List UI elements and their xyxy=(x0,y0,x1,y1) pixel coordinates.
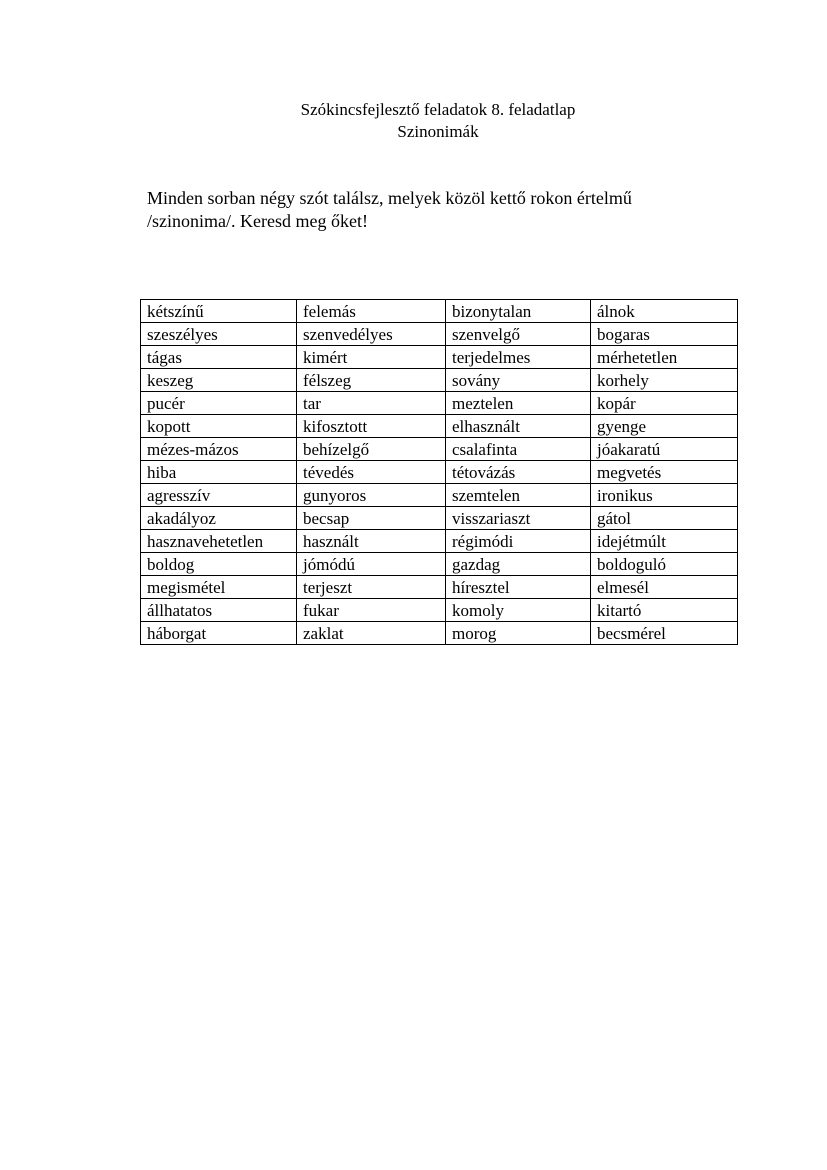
word-cell: tágas xyxy=(141,346,297,369)
word-cell: megismétel xyxy=(141,576,297,599)
instructions xyxy=(147,187,707,233)
word-cell: elmesél xyxy=(591,576,738,599)
word-cell: elhasznált xyxy=(446,415,591,438)
word-cell: ironikus xyxy=(591,484,738,507)
word-cell: régimódi xyxy=(446,530,591,553)
worksheet-subtitle: Szinonimák xyxy=(397,122,479,141)
word-cell: behízelgő xyxy=(297,438,446,461)
word-cell: sovány xyxy=(446,369,591,392)
word-cell: kopott xyxy=(141,415,297,438)
word-cell: terjedelmes xyxy=(446,346,591,369)
word-cell: gátol xyxy=(591,507,738,530)
word-cell: szenvedélyes xyxy=(297,323,446,346)
table-row xyxy=(141,576,738,599)
table-row xyxy=(141,415,738,438)
table-row xyxy=(141,622,738,645)
word-cell: bogaras xyxy=(591,323,738,346)
table-row xyxy=(141,300,738,323)
word-cell: gazdag xyxy=(446,553,591,576)
synonym-table xyxy=(140,299,738,645)
word-cell: gunyoros xyxy=(297,484,446,507)
table-row xyxy=(141,323,738,346)
word-cell: agresszív xyxy=(141,484,297,507)
table-row xyxy=(141,369,738,392)
table-row xyxy=(141,599,738,622)
word-cell: álnok xyxy=(591,300,738,323)
worksheet-title: Szókincsfejlesztő feladatok 8. feladatlap xyxy=(300,100,576,119)
word-cell: megvetés xyxy=(591,461,738,484)
word-cell: meztelen xyxy=(446,392,591,415)
word-cell: becsmérel xyxy=(591,622,738,645)
word-cell: jóakaratú xyxy=(591,438,738,461)
word-cell: komoly xyxy=(446,599,591,622)
table-row xyxy=(141,438,738,461)
table-row xyxy=(141,346,738,369)
word-cell: pucér xyxy=(141,392,297,415)
word-cell: terjeszt xyxy=(297,576,446,599)
word-cell: tétovázás xyxy=(446,461,591,484)
table-row xyxy=(141,461,738,484)
synonym-table-body xyxy=(141,300,738,645)
word-cell: kopár xyxy=(591,392,738,415)
table-row xyxy=(141,392,738,415)
table-row xyxy=(141,553,738,576)
word-cell: szeszélyes xyxy=(141,323,297,346)
word-cell: hiba xyxy=(141,461,297,484)
word-cell: háborgat xyxy=(141,622,297,645)
word-cell: gyenge xyxy=(591,415,738,438)
word-cell: csalafinta xyxy=(446,438,591,461)
word-cell: félszeg xyxy=(297,369,446,392)
word-cell: morog xyxy=(446,622,591,645)
word-cell: jómódú xyxy=(297,553,446,576)
word-cell: akadályoz xyxy=(141,507,297,530)
word-cell: szemtelen xyxy=(446,484,591,507)
word-cell: tévedés xyxy=(297,461,446,484)
word-cell: korhely xyxy=(591,369,738,392)
word-cell: zaklat xyxy=(297,622,446,645)
word-cell: felemás xyxy=(297,300,446,323)
word-cell: boldoguló xyxy=(591,553,738,576)
word-cell: tar xyxy=(297,392,446,415)
word-cell: híresztel xyxy=(446,576,591,599)
word-cell: kimért xyxy=(297,346,446,369)
word-cell: fukar xyxy=(297,599,446,622)
word-cell: boldog xyxy=(141,553,297,576)
word-cell: bizonytalan xyxy=(446,300,591,323)
word-cell: használt xyxy=(297,530,446,553)
word-cell: visszariaszt xyxy=(446,507,591,530)
word-cell: kitartó xyxy=(591,599,738,622)
word-cell: idejétmúlt xyxy=(591,530,738,553)
word-cell: mézes-mázos xyxy=(141,438,297,461)
instructions-line-1: Minden sorban négy szót találsz, melyek közöl kettő rokon értelmű xyxy=(147,188,632,208)
word-cell: kétszínű xyxy=(141,300,297,323)
table-row xyxy=(141,530,738,553)
worksheet-title-block xyxy=(0,99,827,143)
word-cell: szenvelgő xyxy=(446,323,591,346)
table-row xyxy=(141,484,738,507)
word-cell: becsap xyxy=(297,507,446,530)
instructions-line-2: /szinonima/. Keresd meg őket! xyxy=(147,211,368,231)
word-cell: hasznavehetetlen xyxy=(141,530,297,553)
word-cell: állhatatos xyxy=(141,599,297,622)
word-cell: kifosztott xyxy=(297,415,446,438)
word-cell: mérhetetlen xyxy=(591,346,738,369)
table-row xyxy=(141,507,738,530)
word-cell: keszeg xyxy=(141,369,297,392)
